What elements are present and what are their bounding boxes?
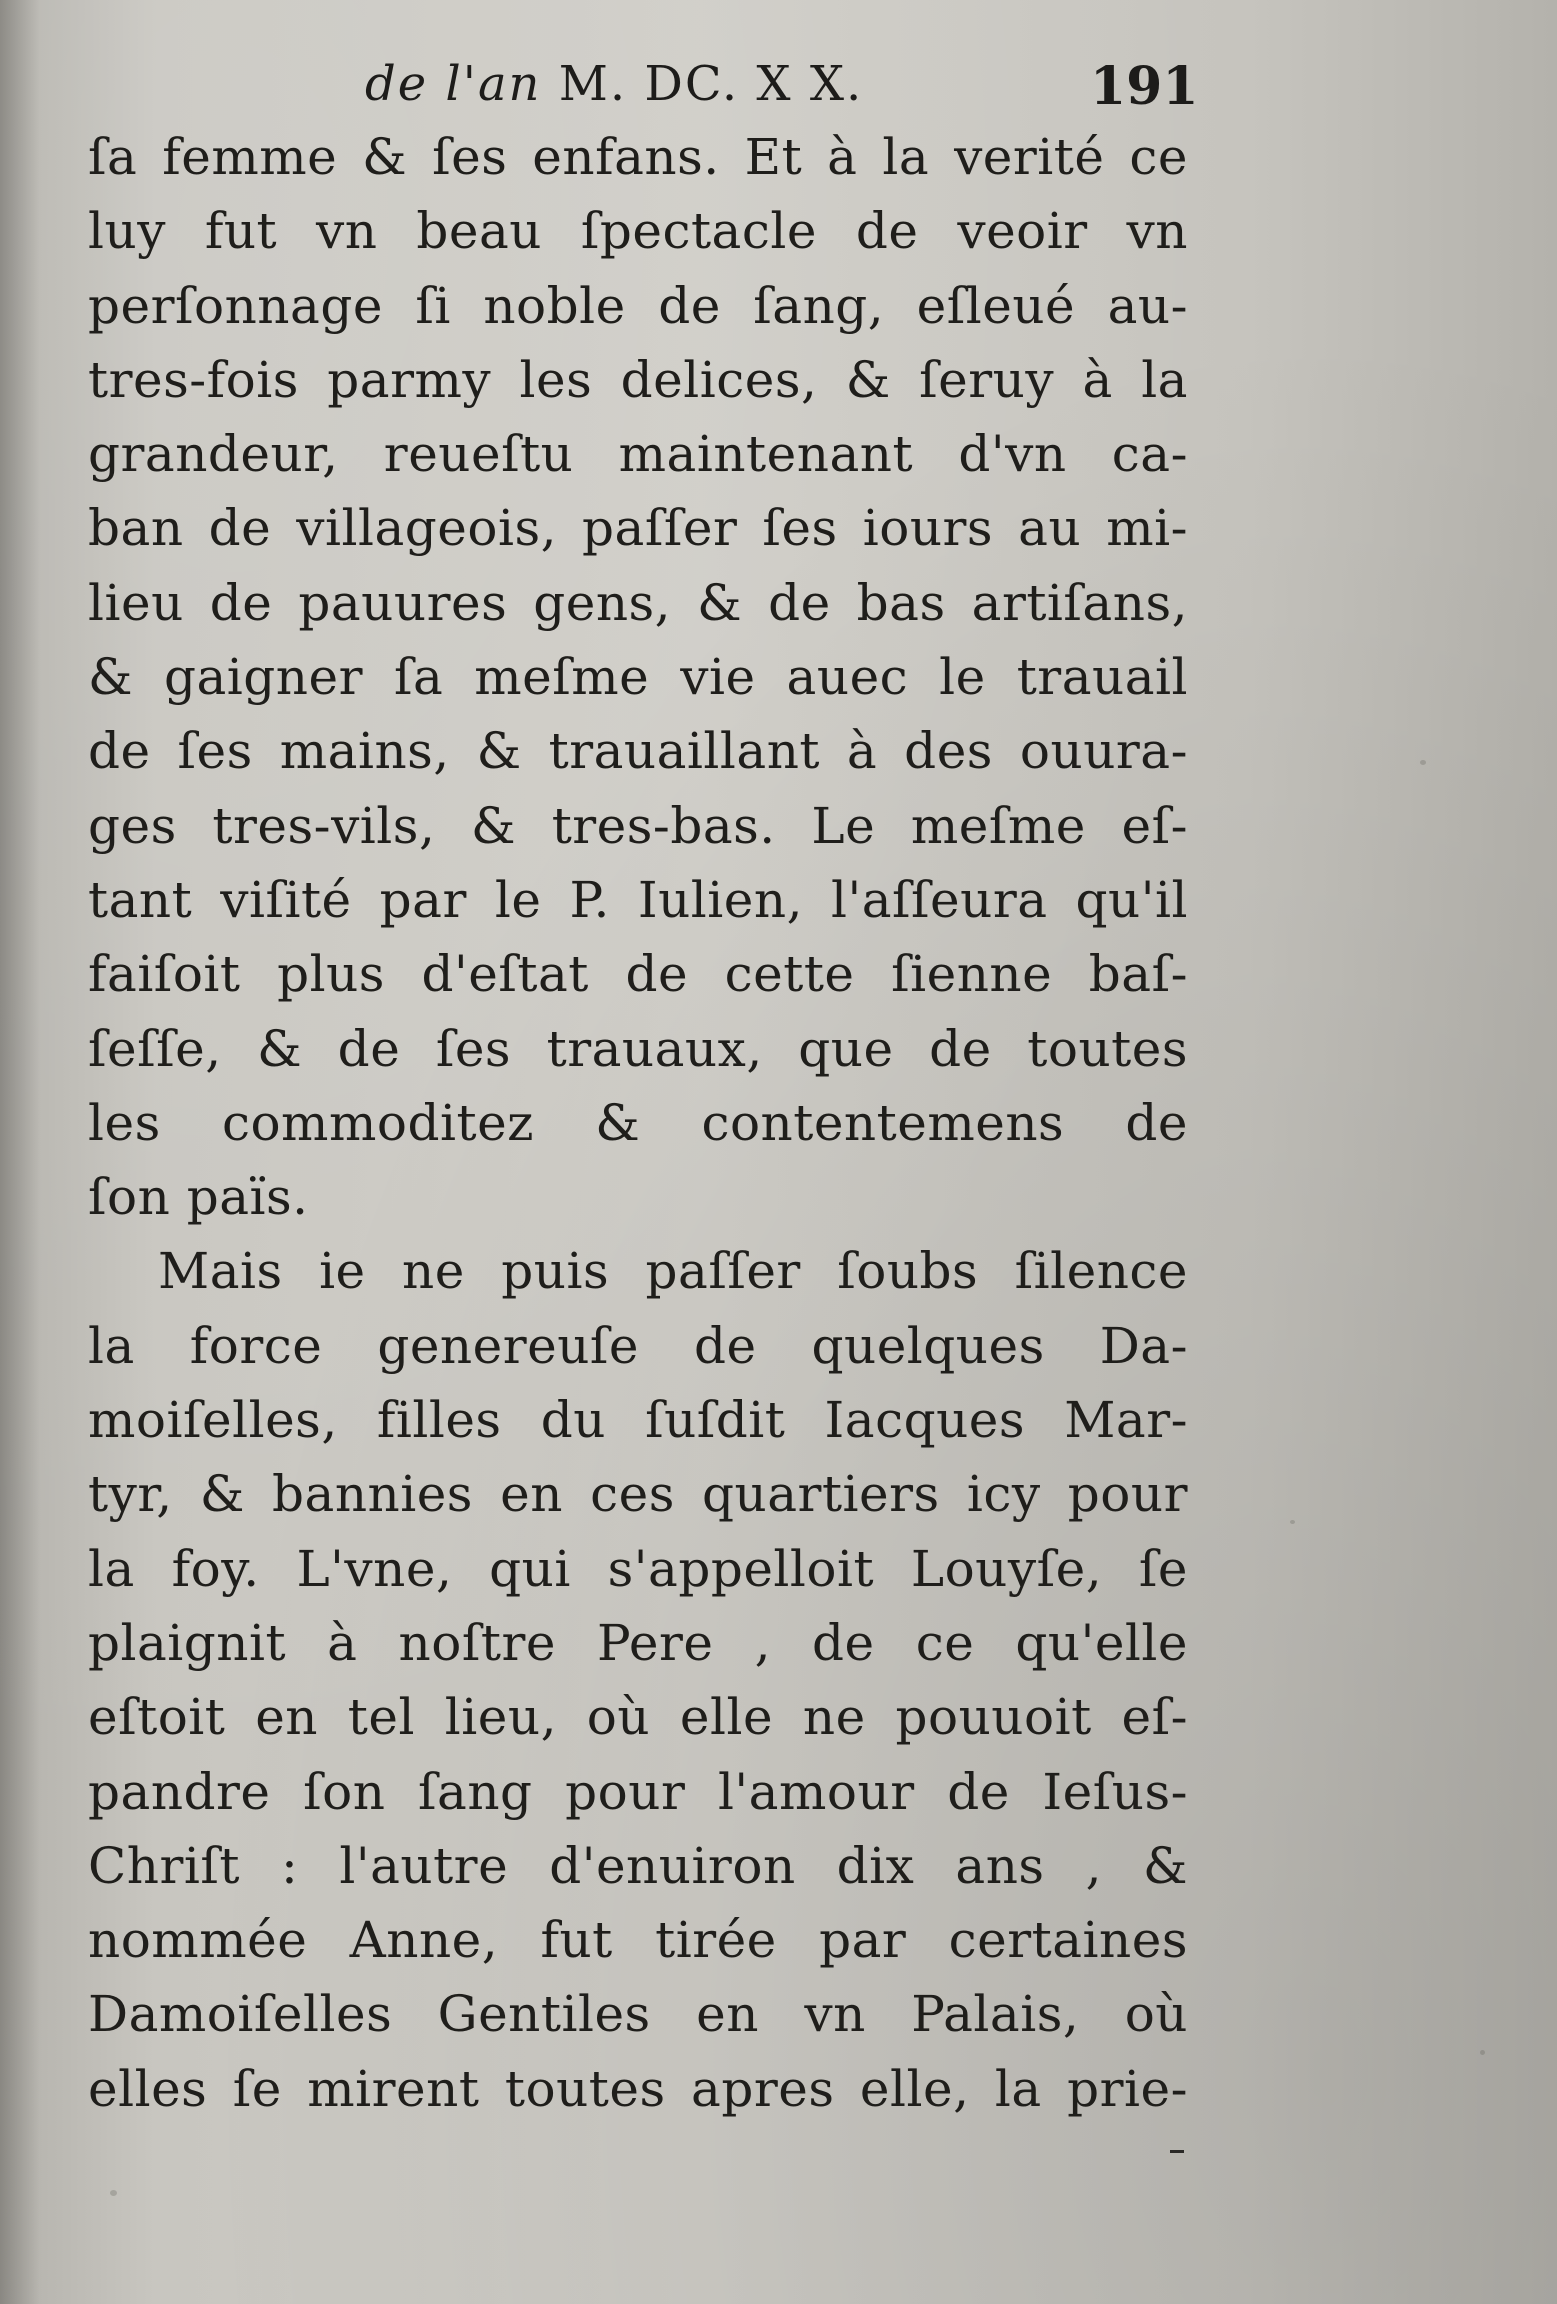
running-head-year: M. DC. X X.	[558, 56, 864, 112]
text-line: de ſes mains, & trauaillant à des ouura-	[88, 722, 1188, 781]
paper-speck	[1290, 1520, 1295, 1524]
text-line: nommée Anne, fut tirée par certaines	[88, 1911, 1188, 1970]
text-line: grandeur, reueſtu maintenant d'vn ca-	[88, 425, 1188, 484]
running-head-title	[365, 56, 863, 112]
text-line: la force genereuſe de quelques Da-	[88, 1316, 1188, 1375]
running-head-italic: de l'an	[365, 56, 542, 112]
paper-speck	[1480, 2050, 1485, 2055]
text-line: la foy. L'vne, qui s'appelloit Louyſe, ſe	[88, 1539, 1188, 1598]
text-line: Damoiſelles Gentiles en vn Palais, où	[88, 1985, 1188, 2044]
paper-speck	[110, 2190, 117, 2196]
text-line: Chriſt : l'autre d'enuiron dix ans , &	[88, 1836, 1188, 1895]
body-text	[88, 120, 1188, 2126]
text-line-paragraph-start: Mais ie ne puis paſſer ſoubs ſilence	[158, 1242, 1188, 1301]
text-line: tres-fois parmy les delices, & ſeruy à la	[88, 350, 1188, 409]
text-line-paragraph-end: ſon païs.	[88, 1168, 309, 1227]
text-line: elles ſe mirent toutes apres elle, la prie-	[88, 2059, 1188, 2118]
text-line: ſeſſe, & de ſes trauaux, que de toutes	[88, 1019, 1188, 1078]
text-line: les commoditez & contentemens de	[88, 1093, 1188, 1152]
gutter-shadow	[0, 0, 40, 2304]
text-line: ban de villageois, paſſer ſes iours au mi-	[88, 499, 1188, 558]
text-line: lieu de pauures gens, & de bas artiſans,	[88, 573, 1188, 632]
text-line: moiſelles, filles du ſuſdit Iacques Mar-	[88, 1391, 1188, 1450]
text-line: ſa femme & ſes enfans. Et à la verité ce	[88, 128, 1188, 186]
text-line: & gaigner ſa meſme vie auec le trauail	[88, 648, 1188, 707]
catchword-mark	[1170, 2150, 1184, 2153]
text-line: perſonnage ſi noble de ſang, eſleué au-	[88, 276, 1188, 335]
text-line: tant viſité par le P. Iulien, l'aſſeura qu'il	[88, 870, 1188, 929]
text-line: pandre ſon ſang pour l'amour de Ieſus-	[88, 1762, 1188, 1821]
text-line: eſtoit en tel lieu, où elle ne pouuoit eſ-	[88, 1688, 1188, 1747]
page-number: 191	[1090, 56, 1199, 117]
paper-speck	[1420, 760, 1426, 765]
running-head	[0, 56, 1557, 116]
text-line: plaignit à noſtre Pere , de ce qu'elle	[88, 1613, 1188, 1672]
text-line: faiſoit plus d'eſtat de cette ſienne baſ-	[88, 945, 1188, 1004]
text-line: ges tres-vils, & tres-bas. Le meſme eſ-	[88, 796, 1188, 855]
text-line: luy fut vn beau ſpectacle de veoir vn	[88, 202, 1188, 261]
text-line: tyr, & bannies en ces quartiers icy pour	[88, 1465, 1188, 1524]
